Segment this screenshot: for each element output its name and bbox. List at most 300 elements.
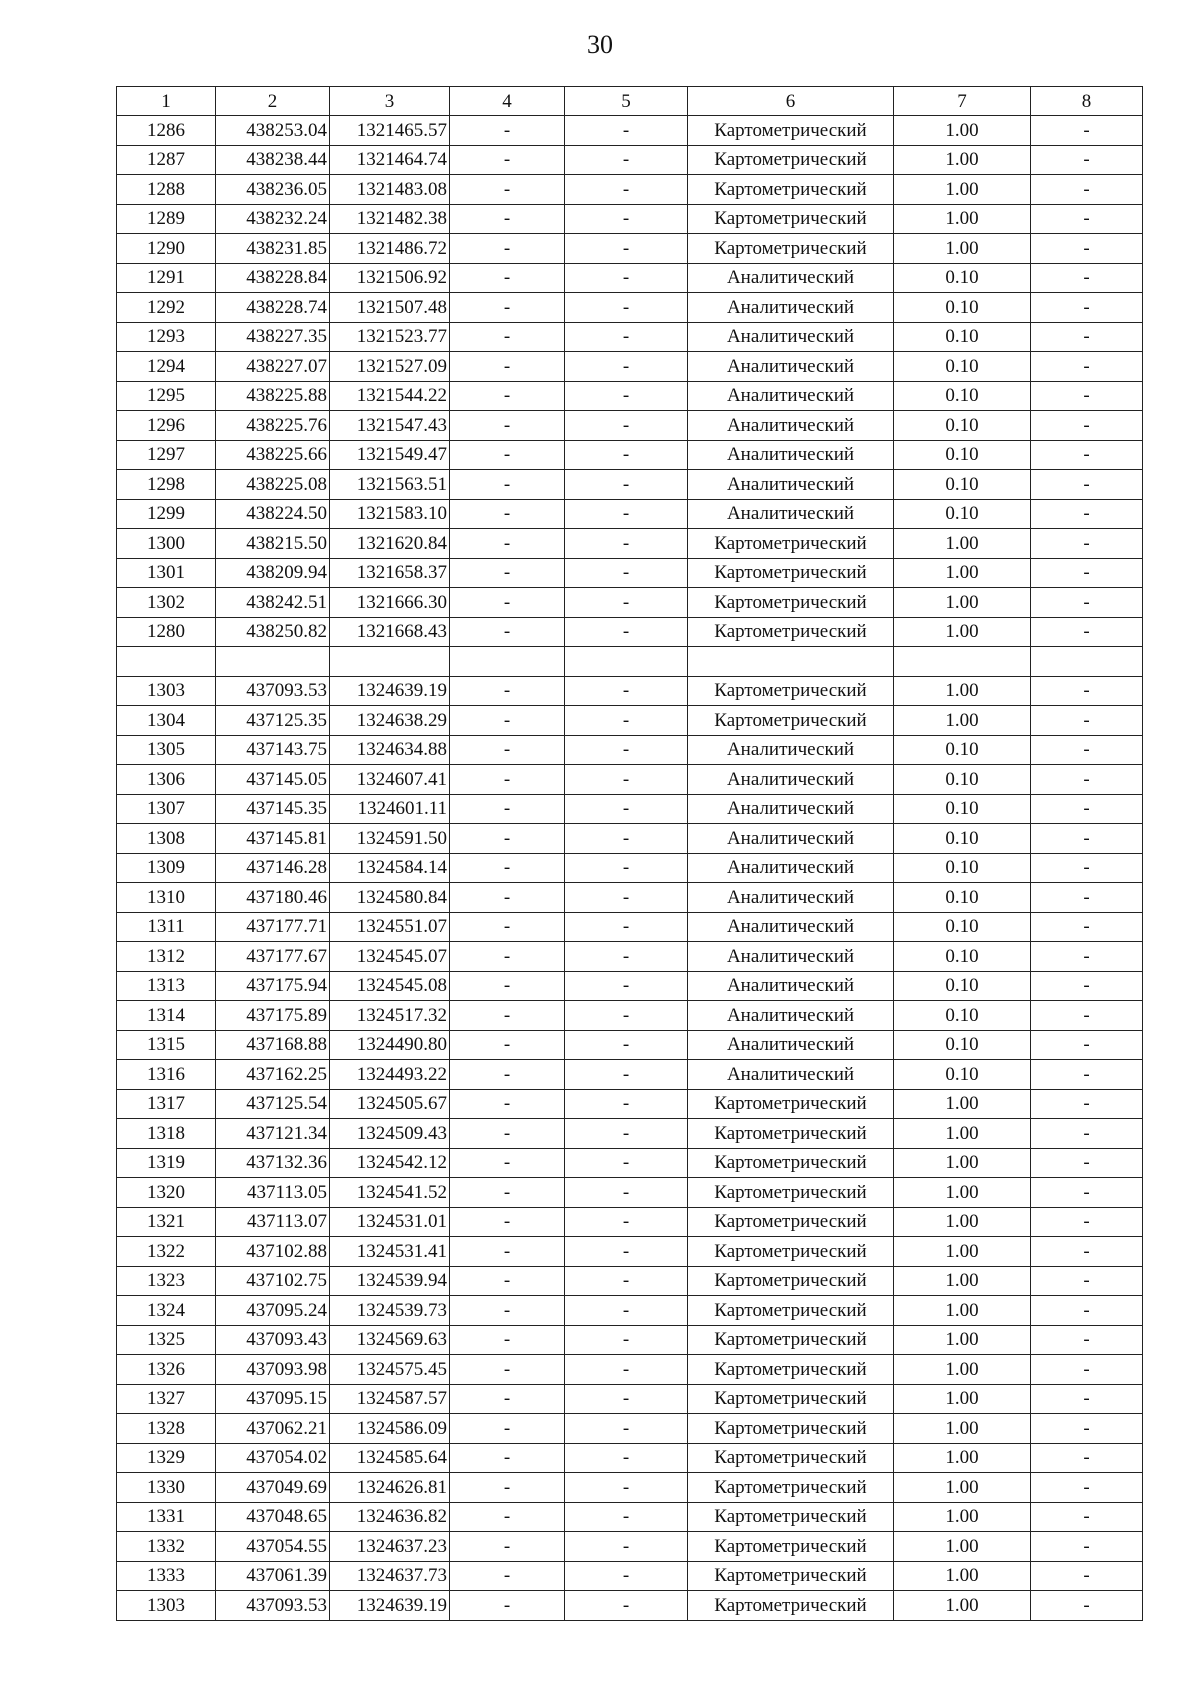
table-cell: - <box>1031 1591 1143 1621</box>
table-cell: - <box>1031 470 1143 500</box>
table-cell: - <box>565 1266 688 1296</box>
coordinates-table <box>116 86 1143 1621</box>
table-cell: 1324531.01 <box>330 1207 450 1237</box>
table-cell: 1296 <box>117 411 216 441</box>
table-cell: 1.00 <box>894 1266 1031 1296</box>
table-cell: - <box>1031 942 1143 972</box>
table-row <box>117 352 1143 382</box>
table-cell: - <box>450 1089 565 1119</box>
table-cell: Аналитический <box>688 499 894 529</box>
table-cell: - <box>565 1296 688 1326</box>
table-cell: - <box>450 883 565 913</box>
table-row <box>117 411 1143 441</box>
table-cell <box>1031 647 1143 677</box>
table-cell: - <box>450 1060 565 1090</box>
table-cell: Картометрический <box>688 145 894 175</box>
table-cell: - <box>450 1532 565 1562</box>
table-cell: Картометрический <box>688 1473 894 1503</box>
table-cell: - <box>450 794 565 824</box>
table-cell: 1.00 <box>894 1414 1031 1444</box>
table-row <box>117 440 1143 470</box>
table-cell: 1312 <box>117 942 216 972</box>
table-cell: 1289 <box>117 204 216 234</box>
table-cell: 438231.85 <box>216 234 330 264</box>
table-row <box>117 1561 1143 1591</box>
table-row <box>117 175 1143 205</box>
table-cell: 437132.36 <box>216 1148 330 1178</box>
table-cell: - <box>565 145 688 175</box>
table-cell: - <box>565 1502 688 1532</box>
table-cell: 1324575.45 <box>330 1355 450 1385</box>
table-cell: 1.00 <box>894 1443 1031 1473</box>
table-cell: 0.10 <box>894 263 1031 293</box>
column-header-8: 8 <box>1031 87 1143 116</box>
table-cell: 1324634.88 <box>330 735 450 765</box>
table-cell: 0.10 <box>894 1030 1031 1060</box>
table-cell: 1321547.43 <box>330 411 450 441</box>
table-cell: 437095.24 <box>216 1296 330 1326</box>
table-cell: - <box>565 735 688 765</box>
table-cell: - <box>1031 440 1143 470</box>
table-cell: - <box>1031 1089 1143 1119</box>
table-cell: - <box>450 1001 565 1031</box>
table-cell: 1293 <box>117 322 216 352</box>
table-row <box>117 942 1143 972</box>
table-cell: 1.00 <box>894 1296 1031 1326</box>
table-cell: - <box>565 1473 688 1503</box>
table-cell: - <box>1031 588 1143 618</box>
table-cell: - <box>450 1207 565 1237</box>
table-row <box>117 293 1143 323</box>
table-cell: 1323 <box>117 1266 216 1296</box>
table-cell: - <box>1031 1060 1143 1090</box>
table-cell: - <box>565 558 688 588</box>
table-cell: - <box>450 706 565 736</box>
table-cell: - <box>1031 381 1143 411</box>
table-row <box>117 116 1143 146</box>
table-cell: 1324542.12 <box>330 1148 450 1178</box>
table-cell: 437145.81 <box>216 824 330 854</box>
table-row <box>117 1119 1143 1149</box>
table-cell: 1290 <box>117 234 216 264</box>
table-cell: - <box>1031 1178 1143 1208</box>
table-row <box>117 1089 1143 1119</box>
table-cell: - <box>1031 263 1143 293</box>
table-cell: 1321486.72 <box>330 234 450 264</box>
table-cell: - <box>565 381 688 411</box>
table-cell: - <box>450 293 565 323</box>
table-cell: 1317 <box>117 1089 216 1119</box>
table-cell: 1.00 <box>894 1561 1031 1591</box>
table-cell: Аналитический <box>688 971 894 1001</box>
table-cell: 1.00 <box>894 1355 1031 1385</box>
table-cell: Картометрический <box>688 1119 894 1149</box>
table-cell: - <box>565 617 688 647</box>
column-header-1: 1 <box>117 87 216 116</box>
table-cell: 1324607.41 <box>330 765 450 795</box>
table-cell: 1.00 <box>894 617 1031 647</box>
table-cell: Аналитический <box>688 1001 894 1031</box>
table-cell: 437125.35 <box>216 706 330 736</box>
table-row <box>117 558 1143 588</box>
table-cell: 1287 <box>117 145 216 175</box>
table-cell: - <box>1031 234 1143 264</box>
table-cell: - <box>565 263 688 293</box>
table-cell: - <box>450 411 565 441</box>
table-cell: - <box>1031 529 1143 559</box>
table-cell: - <box>450 853 565 883</box>
table-cell: - <box>565 499 688 529</box>
table-cell: - <box>565 1030 688 1060</box>
table-cell: - <box>450 1443 565 1473</box>
table-row <box>117 529 1143 559</box>
table-row <box>117 381 1143 411</box>
table-cell: 438227.07 <box>216 352 330 382</box>
table-cell: 1324638.29 <box>330 706 450 736</box>
table-cell: 1326 <box>117 1355 216 1385</box>
table-cell <box>330 647 450 677</box>
table-cell: 438228.74 <box>216 293 330 323</box>
table-row <box>117 1060 1143 1090</box>
table-cell: - <box>1031 204 1143 234</box>
table-cell: 1321563.51 <box>330 470 450 500</box>
table-cell: Аналитический <box>688 824 894 854</box>
table-row <box>117 706 1143 736</box>
table-cell: - <box>565 883 688 913</box>
table-cell: - <box>565 706 688 736</box>
table-row <box>117 263 1143 293</box>
table-cell: 1303 <box>117 676 216 706</box>
table-cell: 1330 <box>117 1473 216 1503</box>
table-cell: - <box>1031 617 1143 647</box>
table-cell: 1328 <box>117 1414 216 1444</box>
table-cell: 1324505.67 <box>330 1089 450 1119</box>
table-cell: 437146.28 <box>216 853 330 883</box>
table-cell: 1321483.08 <box>330 175 450 205</box>
table-cell: - <box>450 1591 565 1621</box>
table-cell <box>565 647 688 677</box>
table-cell: Картометрический <box>688 529 894 559</box>
table-cell: - <box>1031 1148 1143 1178</box>
table-cell: 1324 <box>117 1296 216 1326</box>
table-cell: 438228.84 <box>216 263 330 293</box>
table-cell: - <box>450 204 565 234</box>
table-cell: - <box>565 1089 688 1119</box>
table-cell: - <box>565 1001 688 1031</box>
table-cell: 1332 <box>117 1532 216 1562</box>
table-cell: 437102.75 <box>216 1266 330 1296</box>
table-cell: 1307 <box>117 794 216 824</box>
table-row <box>117 1178 1143 1208</box>
table-cell: 438225.76 <box>216 411 330 441</box>
table-row <box>117 234 1143 264</box>
table-cell: 437093.98 <box>216 1355 330 1385</box>
table-cell: - <box>565 912 688 942</box>
table-cell: - <box>450 676 565 706</box>
table-cell: 1.00 <box>894 1325 1031 1355</box>
table-cell: - <box>450 1237 565 1267</box>
table-cell: - <box>450 322 565 352</box>
table-cell: 1324545.08 <box>330 971 450 1001</box>
table-row <box>117 1443 1143 1473</box>
table-cell: 1324601.11 <box>330 794 450 824</box>
table-cell: - <box>1031 706 1143 736</box>
table-cell: 1292 <box>117 293 216 323</box>
table-cell: 1321506.92 <box>330 263 450 293</box>
table-cell: 1298 <box>117 470 216 500</box>
table-row <box>117 617 1143 647</box>
table-cell: 438238.44 <box>216 145 330 175</box>
table-cell: Картометрический <box>688 1296 894 1326</box>
table-cell: 1324580.84 <box>330 883 450 913</box>
table-cell: - <box>565 116 688 146</box>
table-cell: - <box>565 1384 688 1414</box>
table-cell: - <box>1031 765 1143 795</box>
table-row <box>117 1473 1143 1503</box>
table-cell: 438224.50 <box>216 499 330 529</box>
table-cell: 1321658.37 <box>330 558 450 588</box>
page-number: 30 <box>587 30 613 59</box>
table-cell: 1300 <box>117 529 216 559</box>
table-cell: - <box>1031 735 1143 765</box>
table-cell: 0.10 <box>894 794 1031 824</box>
table-cell: 1324584.14 <box>330 853 450 883</box>
table-row <box>117 1207 1143 1237</box>
table-cell: Картометрический <box>688 1207 894 1237</box>
table-cell: - <box>1031 1119 1143 1149</box>
table-cell: 437054.55 <box>216 1532 330 1562</box>
table-cell <box>894 647 1031 677</box>
table-cell: 1324637.73 <box>330 1561 450 1591</box>
table-cell: 1321620.84 <box>330 529 450 559</box>
table-cell: 1313 <box>117 971 216 1001</box>
table-cell: 1302 <box>117 588 216 618</box>
table-cell: - <box>565 1237 688 1267</box>
table-cell: 1324587.57 <box>330 1384 450 1414</box>
table-cell: - <box>1031 1325 1143 1355</box>
table-row <box>117 1532 1143 1562</box>
table-cell: 1324551.07 <box>330 912 450 942</box>
table-cell: - <box>565 1325 688 1355</box>
table-cell: 1324637.23 <box>330 1532 450 1562</box>
table-cell: Картометрический <box>688 1561 894 1591</box>
table-cell: - <box>565 824 688 854</box>
table-cell: Аналитический <box>688 1030 894 1060</box>
table-cell: 1.00 <box>894 175 1031 205</box>
table-row <box>117 204 1143 234</box>
table-cell: 0.10 <box>894 293 1031 323</box>
table-cell: - <box>565 352 688 382</box>
table-cell: - <box>565 1148 688 1178</box>
table-cell: 1324545.07 <box>330 942 450 972</box>
table-cell: 1324493.22 <box>330 1060 450 1090</box>
table-cell: Картометрический <box>688 676 894 706</box>
table-cell: - <box>450 175 565 205</box>
table-cell: Картометрический <box>688 175 894 205</box>
table-cell: Картометрический <box>688 1148 894 1178</box>
table-cell: 437113.07 <box>216 1207 330 1237</box>
table-cell: Аналитический <box>688 735 894 765</box>
table-cell: 1.00 <box>894 1502 1031 1532</box>
table-cell: - <box>450 1502 565 1532</box>
table-cell: 1324591.50 <box>330 824 450 854</box>
table-cell: 1321583.10 <box>330 499 450 529</box>
table-cell: 437102.88 <box>216 1237 330 1267</box>
table-row <box>117 883 1143 913</box>
table-cell: 1321527.09 <box>330 352 450 382</box>
table-cell: 1.00 <box>894 1119 1031 1149</box>
table-cell <box>216 647 330 677</box>
table-cell: 1321465.57 <box>330 116 450 146</box>
table-row <box>117 470 1143 500</box>
table-row <box>117 1148 1143 1178</box>
table-cell: 1.00 <box>894 1148 1031 1178</box>
table-cell: Аналитический <box>688 381 894 411</box>
table-cell: 1321668.43 <box>330 617 450 647</box>
table-cell: 1320 <box>117 1178 216 1208</box>
table-cell: - <box>565 1443 688 1473</box>
table-cell: Аналитический <box>688 942 894 972</box>
table-cell: - <box>565 411 688 441</box>
table-cell: - <box>450 1325 565 1355</box>
table-cell: 1308 <box>117 824 216 854</box>
table-cell: 0.10 <box>894 352 1031 382</box>
table-cell: 437162.25 <box>216 1060 330 1090</box>
table-cell: 437113.05 <box>216 1178 330 1208</box>
table-cell: - <box>565 1119 688 1149</box>
table-cell: 1333 <box>117 1561 216 1591</box>
table-row <box>117 794 1143 824</box>
table-cell: - <box>450 1355 565 1385</box>
table-cell: 1314 <box>117 1001 216 1031</box>
table-cell: - <box>450 145 565 175</box>
table-cell: 438253.04 <box>216 116 330 146</box>
table-cell: 1280 <box>117 617 216 647</box>
table-cell: Картометрический <box>688 1237 894 1267</box>
table-cell: 1.00 <box>894 706 1031 736</box>
table-cell: - <box>1031 145 1143 175</box>
table-cell: 1294 <box>117 352 216 382</box>
table-cell: 1306 <box>117 765 216 795</box>
table-cell: 437061.39 <box>216 1561 330 1591</box>
table-cell: - <box>450 1148 565 1178</box>
table-cell: - <box>1031 1355 1143 1385</box>
table-cell: - <box>1031 1001 1143 1031</box>
table-cell: Аналитический <box>688 470 894 500</box>
table-row <box>117 1414 1143 1444</box>
table-cell: - <box>565 765 688 795</box>
table-cell: Аналитический <box>688 263 894 293</box>
table-cell: 0.10 <box>894 971 1031 1001</box>
table-cell: 1331 <box>117 1502 216 1532</box>
table-cell: 1.00 <box>894 1384 1031 1414</box>
table-cell: 0.10 <box>894 470 1031 500</box>
table-cell: Картометрический <box>688 1443 894 1473</box>
table-cell: - <box>565 942 688 972</box>
table-cell: - <box>450 1384 565 1414</box>
table-cell: - <box>565 588 688 618</box>
column-header-5: 5 <box>565 87 688 116</box>
table-cell: Картометрический <box>688 1384 894 1414</box>
table-cell: 1324531.41 <box>330 1237 450 1267</box>
table-cell: 437093.53 <box>216 676 330 706</box>
table-cell: 1.00 <box>894 1473 1031 1503</box>
table-cell: 1.00 <box>894 234 1031 264</box>
table-cell: 1.00 <box>894 1532 1031 1562</box>
table-cell: Картометрический <box>688 1178 894 1208</box>
table-cell: - <box>450 588 565 618</box>
table-cell: 1299 <box>117 499 216 529</box>
table-row <box>117 1591 1143 1621</box>
table-cell: 437062.21 <box>216 1414 330 1444</box>
table-cell: - <box>450 558 565 588</box>
table-body <box>117 116 1143 1621</box>
table-cell: 1321482.38 <box>330 204 450 234</box>
table-cell: 1321464.74 <box>330 145 450 175</box>
table-cell: 437093.53 <box>216 1591 330 1621</box>
table-cell: 1321544.22 <box>330 381 450 411</box>
table-cell: Картометрический <box>688 588 894 618</box>
table-row <box>117 1001 1143 1031</box>
column-header-2: 2 <box>216 87 330 116</box>
table-cell: 1327 <box>117 1384 216 1414</box>
table-row <box>117 1030 1143 1060</box>
table-cell: 438236.05 <box>216 175 330 205</box>
table-row <box>117 499 1143 529</box>
table-cell: 1311 <box>117 912 216 942</box>
table-cell: 438227.35 <box>216 322 330 352</box>
table-cell <box>688 647 894 677</box>
table-cell: - <box>1031 1237 1143 1267</box>
table-cell: 437121.34 <box>216 1119 330 1149</box>
table-cell: - <box>565 971 688 1001</box>
table-cell: 438250.82 <box>216 617 330 647</box>
table-cell: - <box>565 322 688 352</box>
table-cell: 0.10 <box>894 411 1031 441</box>
table-row <box>117 824 1143 854</box>
table-cell: - <box>450 1561 565 1591</box>
table-cell: 1318 <box>117 1119 216 1149</box>
table-row <box>117 1325 1143 1355</box>
table-cell: 1.00 <box>894 1207 1031 1237</box>
table-cell: 1.00 <box>894 676 1031 706</box>
table-cell: - <box>565 204 688 234</box>
table-cell: 1301 <box>117 558 216 588</box>
table-cell: - <box>1031 912 1143 942</box>
table-cell: - <box>565 1591 688 1621</box>
column-header-6: 6 <box>688 87 894 116</box>
table-cell: - <box>1031 322 1143 352</box>
table-cell: Картометрический <box>688 204 894 234</box>
table-cell: - <box>565 470 688 500</box>
table-cell: 437175.94 <box>216 971 330 1001</box>
table-cell: - <box>450 1296 565 1326</box>
table-cell: 437048.65 <box>216 1502 330 1532</box>
table-cell: Картометрический <box>688 1355 894 1385</box>
table-cell: - <box>450 1414 565 1444</box>
table-cell: Аналитический <box>688 853 894 883</box>
table-cell: Аналитический <box>688 440 894 470</box>
table-cell: 1.00 <box>894 1178 1031 1208</box>
table-cell: - <box>450 1473 565 1503</box>
table-cell: - <box>1031 853 1143 883</box>
table-cell: 1324639.19 <box>330 1591 450 1621</box>
table-cell: 1315 <box>117 1030 216 1060</box>
table-cell: 437125.54 <box>216 1089 330 1119</box>
table-cell <box>450 647 565 677</box>
table-cell: Картометрический <box>688 1266 894 1296</box>
table-cell: 1319 <box>117 1148 216 1178</box>
